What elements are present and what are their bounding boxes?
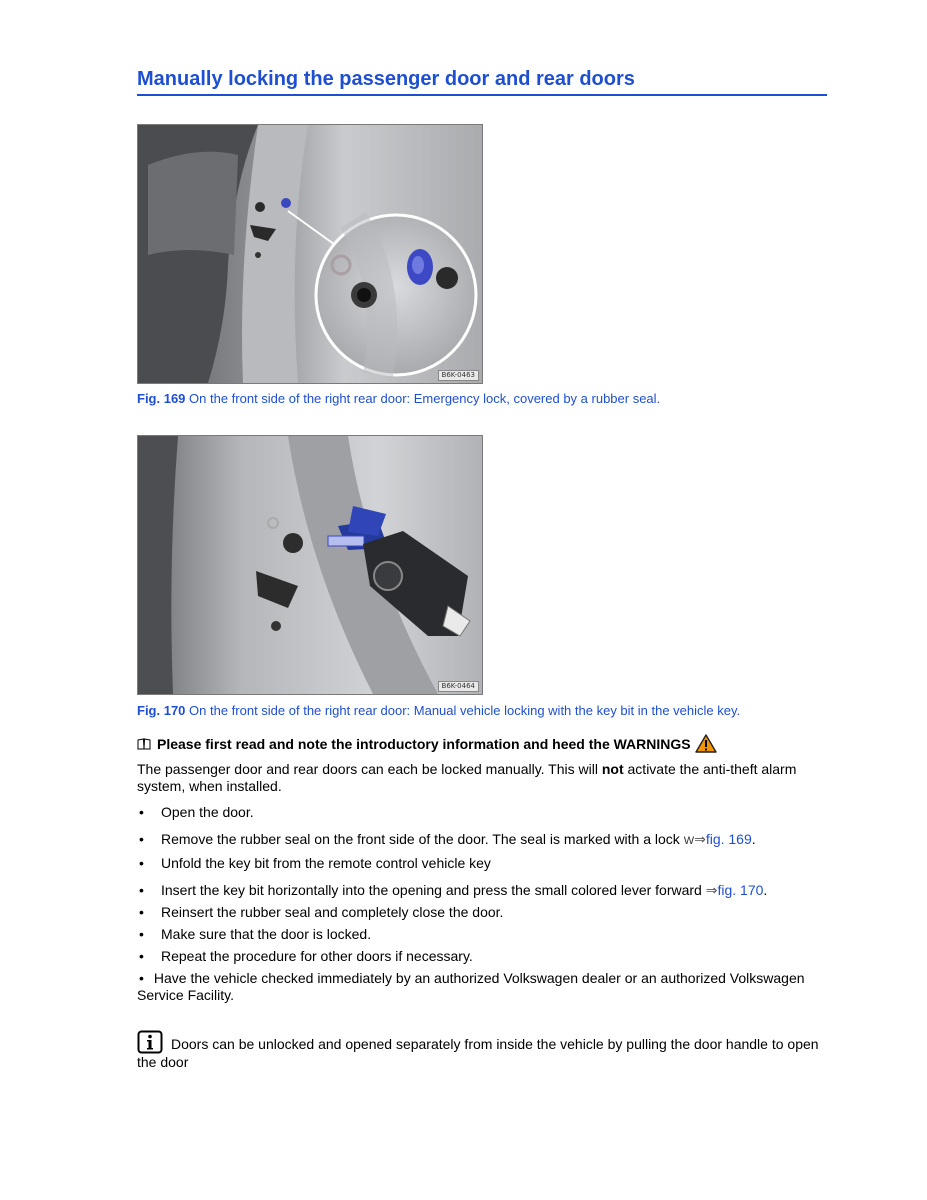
caption-label: Fig. 170: [137, 703, 186, 718]
step-tail: .: [751, 831, 756, 847]
step-text: Open the door.: [161, 804, 254, 820]
step-text: Unfold the key bit from the remote control vehicle key: [161, 855, 491, 871]
read-note-text: Please first read and note the introductory information and heed the WARNINGS: [157, 735, 691, 752]
figure-170-image: [137, 435, 483, 695]
list-item: [137, 904, 837, 921]
bullet: •: [139, 804, 144, 820]
bullet: •: [139, 970, 144, 986]
list-item: [137, 831, 837, 850]
arrow-icon: ⇒: [694, 831, 706, 847]
list-item: [137, 970, 837, 1004]
intro-paragraph: [137, 761, 827, 795]
arrow-icon: ⇒: [705, 882, 718, 898]
step-text: Remove the rubber seal on the front side of the door. The seal is marked with a lock: [161, 831, 684, 847]
list-item: [137, 804, 837, 821]
intro-bold: not: [601, 761, 624, 777]
step-text: Repeat the procedure for other doors if necessary.: [161, 948, 473, 964]
image-code: B6K-0464: [438, 681, 479, 692]
lock-mark: W: [683, 835, 695, 847]
step-text: Insert the key bit horizontally into the opening and press the small colored lever forward: [161, 882, 706, 898]
fig-170-link[interactable]: fig. 170: [717, 882, 764, 898]
bullet: •: [139, 882, 144, 898]
step-text: Have the vehicle checked immediately by an authorized Volkswagen dealer or an authorized Volkswagen Service Facility.: [137, 970, 805, 1003]
caption-text: On the front side of the right rear door: Emergency lock, covered by a rubber seal.: [185, 391, 661, 406]
list-item: [137, 882, 837, 899]
bullet: •: [139, 948, 144, 964]
key-insert-illustration: [138, 436, 482, 694]
info-note: [137, 1030, 827, 1071]
figure-170-caption: [137, 703, 740, 719]
bullet: •: [139, 831, 144, 847]
caption-text: On the front side of the right rear door: Manual vehicle locking with the key bit in the vehicle key.: [185, 703, 741, 718]
step-text: Reinsert the rubber seal and completely close the door.: [161, 904, 504, 920]
intro-text-1: The passenger door and rear doors can each be locked manually. This will: [137, 761, 602, 777]
bullet: •: [139, 926, 144, 942]
figure-169-caption: [137, 391, 660, 407]
bullet: •: [139, 855, 144, 871]
list-item: [137, 926, 837, 943]
figure-169-image: [137, 124, 483, 384]
step-text: Make sure that the door is locked.: [161, 926, 372, 942]
fig-169-link[interactable]: fig. 169: [705, 831, 752, 847]
info-note-text: Doors can be unlocked and opened separately from inside the vehicle by pulling the door handle to open the door: [137, 1036, 819, 1070]
step-list: [137, 804, 837, 1004]
bullet: •: [139, 904, 144, 920]
book-icon: [137, 738, 151, 750]
caption-label: Fig. 169: [137, 391, 186, 406]
page-title: Manually locking the passenger door and rear doors: [137, 66, 827, 96]
list-item: [137, 855, 837, 872]
image-code: B6K-0463: [438, 370, 479, 381]
read-note: [137, 734, 717, 753]
warning-icon: [695, 734, 717, 753]
list-item: [137, 948, 837, 965]
info-icon: [137, 1030, 163, 1054]
intro-text-2: activate the anti-theft alarm system, when installed.: [137, 761, 797, 794]
step-tail: .: [763, 882, 768, 898]
door-lock-illustration: [138, 125, 482, 383]
